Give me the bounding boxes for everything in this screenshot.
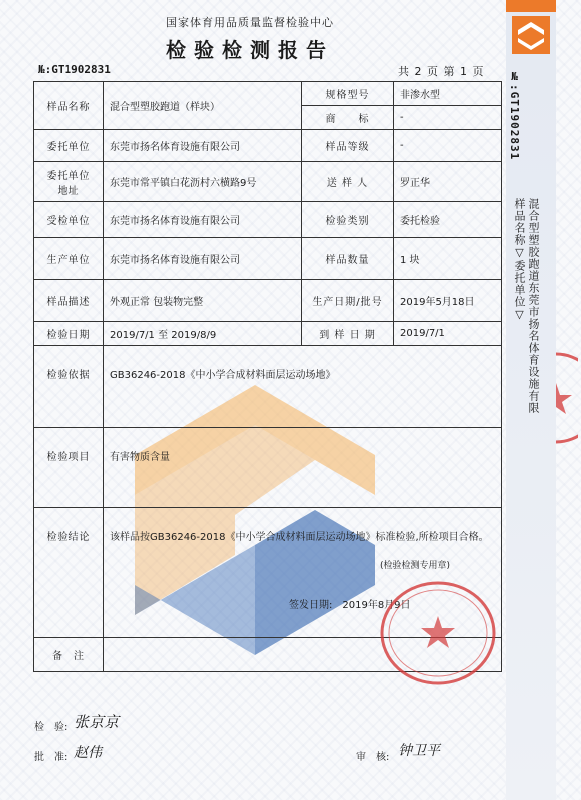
official-seal-icon — [378, 578, 498, 688]
quantity-label: 样品数量 — [302, 238, 394, 280]
reviewer-label: 审 核: — [356, 752, 390, 763]
client-address-value: 东莞市常平镇白花沥村六横路9号 — [104, 162, 302, 202]
inspection-type-label: 检验类别 — [302, 202, 394, 238]
producer-value: 东莞市扬名体育设施有限公司 — [104, 238, 302, 280]
report-title: 检验检测报告 — [166, 38, 334, 62]
inspector-signature: 张京京 — [74, 713, 120, 731]
production-date-label: 生产日期/批号 — [302, 280, 394, 322]
client-value: 东莞市扬名体育设施有限公司 — [104, 130, 302, 162]
trademark-label: 商 标 — [302, 106, 394, 130]
basis-label: 检验依据 — [34, 346, 104, 428]
inspected-unit-value: 东莞市扬名体育设施有限公司 — [104, 202, 302, 238]
quantity-value: 1 块 — [394, 238, 502, 280]
inspection-date-label: 检验日期 — [34, 322, 104, 346]
inspection-date-value: 2019/7/1 至 2019/8/9 — [104, 322, 302, 346]
strip-values: 混合型塑胶跑道东莞市扬名体育设施有限 — [527, 198, 540, 414]
arrival-date-value: 2019/7/1 — [394, 322, 502, 346]
arrival-date-label: 到 样 日 期 — [302, 322, 394, 346]
approver-signature: 赵伟 — [74, 745, 102, 761]
grade-label: 样品等级 — [302, 130, 394, 162]
description-value: 外观正常 包装物完整 — [104, 280, 302, 322]
production-date-value: 2019年5月18日 — [394, 280, 502, 322]
sender-value: 罗正华 — [394, 162, 502, 202]
spec-model-label: 规格型号 — [302, 82, 394, 106]
sample-name-value: 混合型塑胶跑道（样块） — [104, 82, 302, 130]
report-number: №:GT1902831 — [38, 63, 111, 76]
strip-labels: 样品名称▽委托单位▽ — [513, 198, 526, 322]
sample-name-label: 样品名称 — [34, 82, 104, 130]
strip-orange-band — [506, 0, 556, 12]
inspected-unit-label: 受检单位 — [34, 202, 104, 238]
description-label: 样品描述 — [34, 280, 104, 322]
client-label: 委托单位 — [34, 130, 104, 162]
strip-logo-icon — [512, 16, 550, 54]
approver-label: 批 准: — [34, 752, 68, 763]
conclusion-value: 该样品按GB36246-2018《中小学合成材料面层运动场地》标准检验,所检项目合格。 — [110, 532, 489, 543]
sender-label: 送 样 人 — [302, 162, 394, 202]
strip-report-number: №:GT1902831 — [508, 70, 521, 161]
stamp-caption: (检验检测专用章) — [380, 561, 451, 571]
grade-value: - — [394, 130, 502, 162]
trademark-value: - — [394, 106, 502, 130]
reviewer-signature: 钟卫平 — [398, 743, 440, 759]
inspection-type-value: 委托检验 — [394, 202, 502, 238]
inspector-label: 检 验: — [34, 722, 68, 733]
producer-label: 生产单位 — [34, 238, 104, 280]
spec-model-value: 非渗水型 — [394, 82, 502, 106]
items-label: 检验项目 — [34, 428, 104, 508]
report-header — [0, 14, 500, 63]
center-name: 国家体育用品质量监督检验中心 — [166, 16, 334, 29]
page-count: 共 2 页 第 1 页 — [398, 65, 485, 78]
basis-value: GB36246-2018《中小学合成材料面层运动场地》 — [104, 346, 502, 428]
client-address-label: 委托单位 地址 — [34, 162, 104, 202]
issue-date: 签发日期: 2019年8月9日 — [289, 600, 411, 611]
conclusion-label: 检验结论 — [34, 508, 104, 638]
items-value: 有害物质含量 — [104, 428, 502, 508]
remarks-label: 备 注 — [34, 638, 104, 672]
